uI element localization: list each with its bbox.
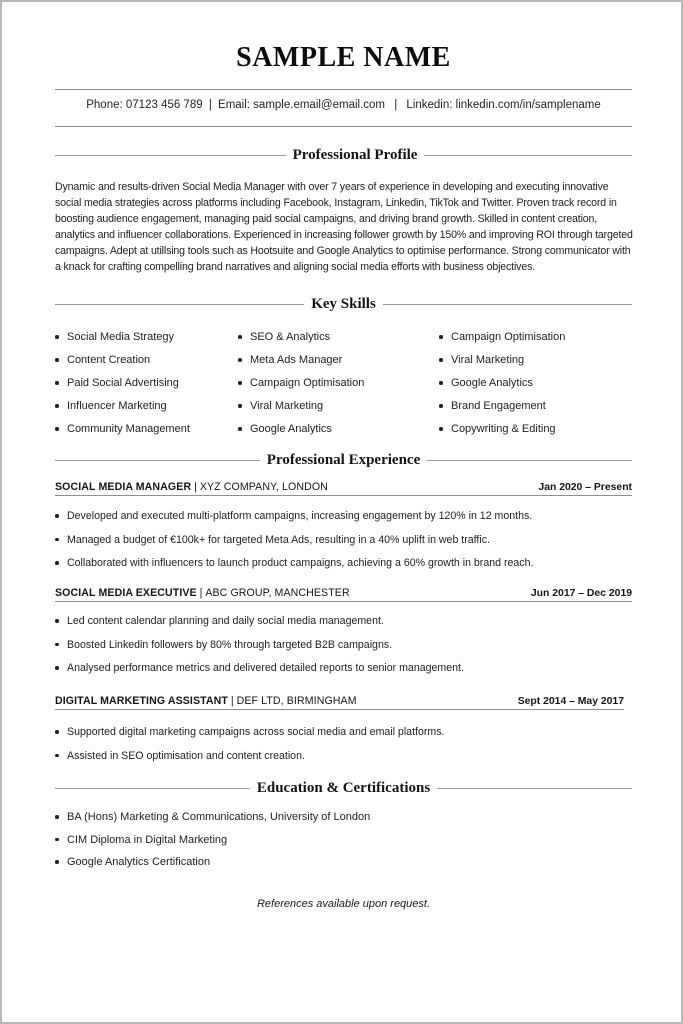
job-company: XYZ COMPANY, LONDON — [199, 481, 328, 493]
job-bullets — [55, 723, 635, 770]
job-separator: | — [191, 481, 200, 493]
section-heading: Education & Certifications — [256, 779, 431, 796]
divider-line — [437, 788, 632, 789]
job-dates: Sept 2014 – May 2017 — [517, 696, 624, 707]
section-heading: Professional Experience — [266, 451, 421, 468]
section-title-skills — [55, 294, 632, 314]
skills-column-2 — [238, 328, 428, 443]
divider-line — [55, 460, 260, 461]
section-title-experience — [55, 450, 632, 470]
section-title-education — [55, 778, 632, 798]
job-role — [55, 695, 357, 707]
job-bullets — [55, 507, 635, 578]
skill-item: Copywriting & Editing — [439, 420, 629, 443]
skill-item: Viral Marketing — [439, 351, 629, 374]
education-item: Google Analytics Certification — [55, 853, 635, 876]
job-role — [55, 587, 350, 599]
contact-linkedin: Linkedin: linkedin.com/in/samplename — [406, 99, 601, 111]
candidate-name: SAMPLE NAME — [236, 42, 451, 73]
education-list — [55, 808, 635, 876]
job-bullet: Developed and executed multi-platform campaigns, increasing engagement by 120% in 12 months. — [55, 507, 635, 531]
skill-item: Google Analytics — [439, 374, 629, 397]
job-bullet: Managed a budget of €100k+ for targeted Meta Ads, resulting in a 40% uplift in web traffic. — [55, 531, 635, 555]
job-title: SOCIAL MEDIA MANAGER — [55, 481, 192, 493]
skill-item: Google Analytics — [238, 420, 428, 443]
job-separator: | — [227, 695, 237, 707]
job-bullet: Led content calendar planning and daily social media management. — [55, 612, 635, 636]
divider-line — [55, 155, 286, 156]
job-bullet: Collaborated with influencers to launch product campaigns, achieving a 60% growth in brand reach. — [55, 554, 635, 578]
job-dates: Jun 2017 – Dec 2019 — [530, 588, 632, 599]
job-header — [55, 692, 624, 710]
contact-separator: | — [394, 99, 398, 111]
job-header — [55, 584, 632, 602]
section-heading: Key Skills — [311, 295, 376, 312]
education-item: CIM Diploma in Digital Marketing — [55, 831, 635, 854]
job-title: DIGITAL MARKETING ASSISTANT — [55, 695, 228, 707]
divider-line — [383, 304, 632, 305]
skill-item: Community Management — [55, 420, 245, 443]
education-item: BA (Hons) Marketing & Communications, University of London — [55, 808, 635, 831]
skill-item: Campaign Optimisation — [439, 328, 629, 351]
skill-item: Brand Engagement — [439, 397, 629, 420]
divider-line — [55, 788, 250, 789]
skills-column-1 — [55, 328, 245, 443]
job-company: ABC GROUP, MANCHESTER — [205, 587, 350, 599]
divider-line — [424, 155, 632, 156]
job-header — [55, 478, 632, 496]
header-divider-bottom — [55, 126, 632, 127]
job-title: SOCIAL MEDIA EXECUTIVE — [55, 587, 197, 599]
contact-phone: Phone: 07123 456 789 — [86, 99, 203, 111]
job-bullet: Analysed performance metrics and delivered detailed reports to senior management. — [55, 659, 635, 683]
job-bullet: Boosted Linkedin followers by 80% through targeted B2B campaigns. — [55, 636, 635, 660]
skill-item: Content Creation — [55, 351, 245, 374]
contact-separator: | — [208, 99, 212, 111]
skill-item: Meta Ads Manager — [238, 351, 428, 374]
header-divider-top — [55, 89, 632, 90]
section-title-profile — [55, 145, 632, 165]
references-note: References available upon request. — [256, 898, 431, 910]
job-bullet: Supported digital marketing campaigns across social media and email platforms. — [55, 723, 635, 747]
skill-item: Paid Social Advertising — [55, 374, 245, 397]
skills-column-3 — [439, 328, 629, 443]
job-company: DEF LTD, BIRMINGHAM — [236, 695, 357, 707]
job-role — [55, 481, 328, 493]
skill-item: Campaign Optimisation — [238, 374, 428, 397]
skill-item: Influencer Marketing — [55, 397, 245, 420]
skill-item: SEO & Analytics — [238, 328, 428, 351]
job-bullet: Assisted in SEO optimisation and content creation. — [55, 747, 635, 771]
skill-item: Viral Marketing — [238, 397, 428, 420]
contact-email: Email: sample.email@email.com — [218, 99, 386, 111]
job-bullets — [55, 612, 635, 683]
divider-line — [55, 304, 304, 305]
contact-line — [2, 99, 683, 111]
job-dates: Jan 2020 – Present — [538, 482, 632, 493]
skill-item: Social Media Strategy — [55, 328, 245, 351]
job-separator: | — [196, 587, 206, 599]
divider-line — [427, 460, 632, 461]
section-heading: Professional Profile — [292, 146, 418, 163]
profile-summary: Dynamic and results-driven Social Media Manager with over 7 years of experience in developing and executing innovative social media strategies across platforms including Facebook, Instagram, Linkedin, TikTok and Twitter. Proven track record in boosting audience engagement, managing paid social campaigns, and driving brand growth. Skilled in content creation, analytics and influencer collaborations. Experienced in increasing follower growth by 150% and improving ROI through targeted campaigns. Adept at utillsing tools such as Hootsuite and Google Analytics to optimise performance. Strong communicator with a knack for crafting compelling brand narratives and aligning social media efforts with business objectives. — [55, 181, 633, 273]
